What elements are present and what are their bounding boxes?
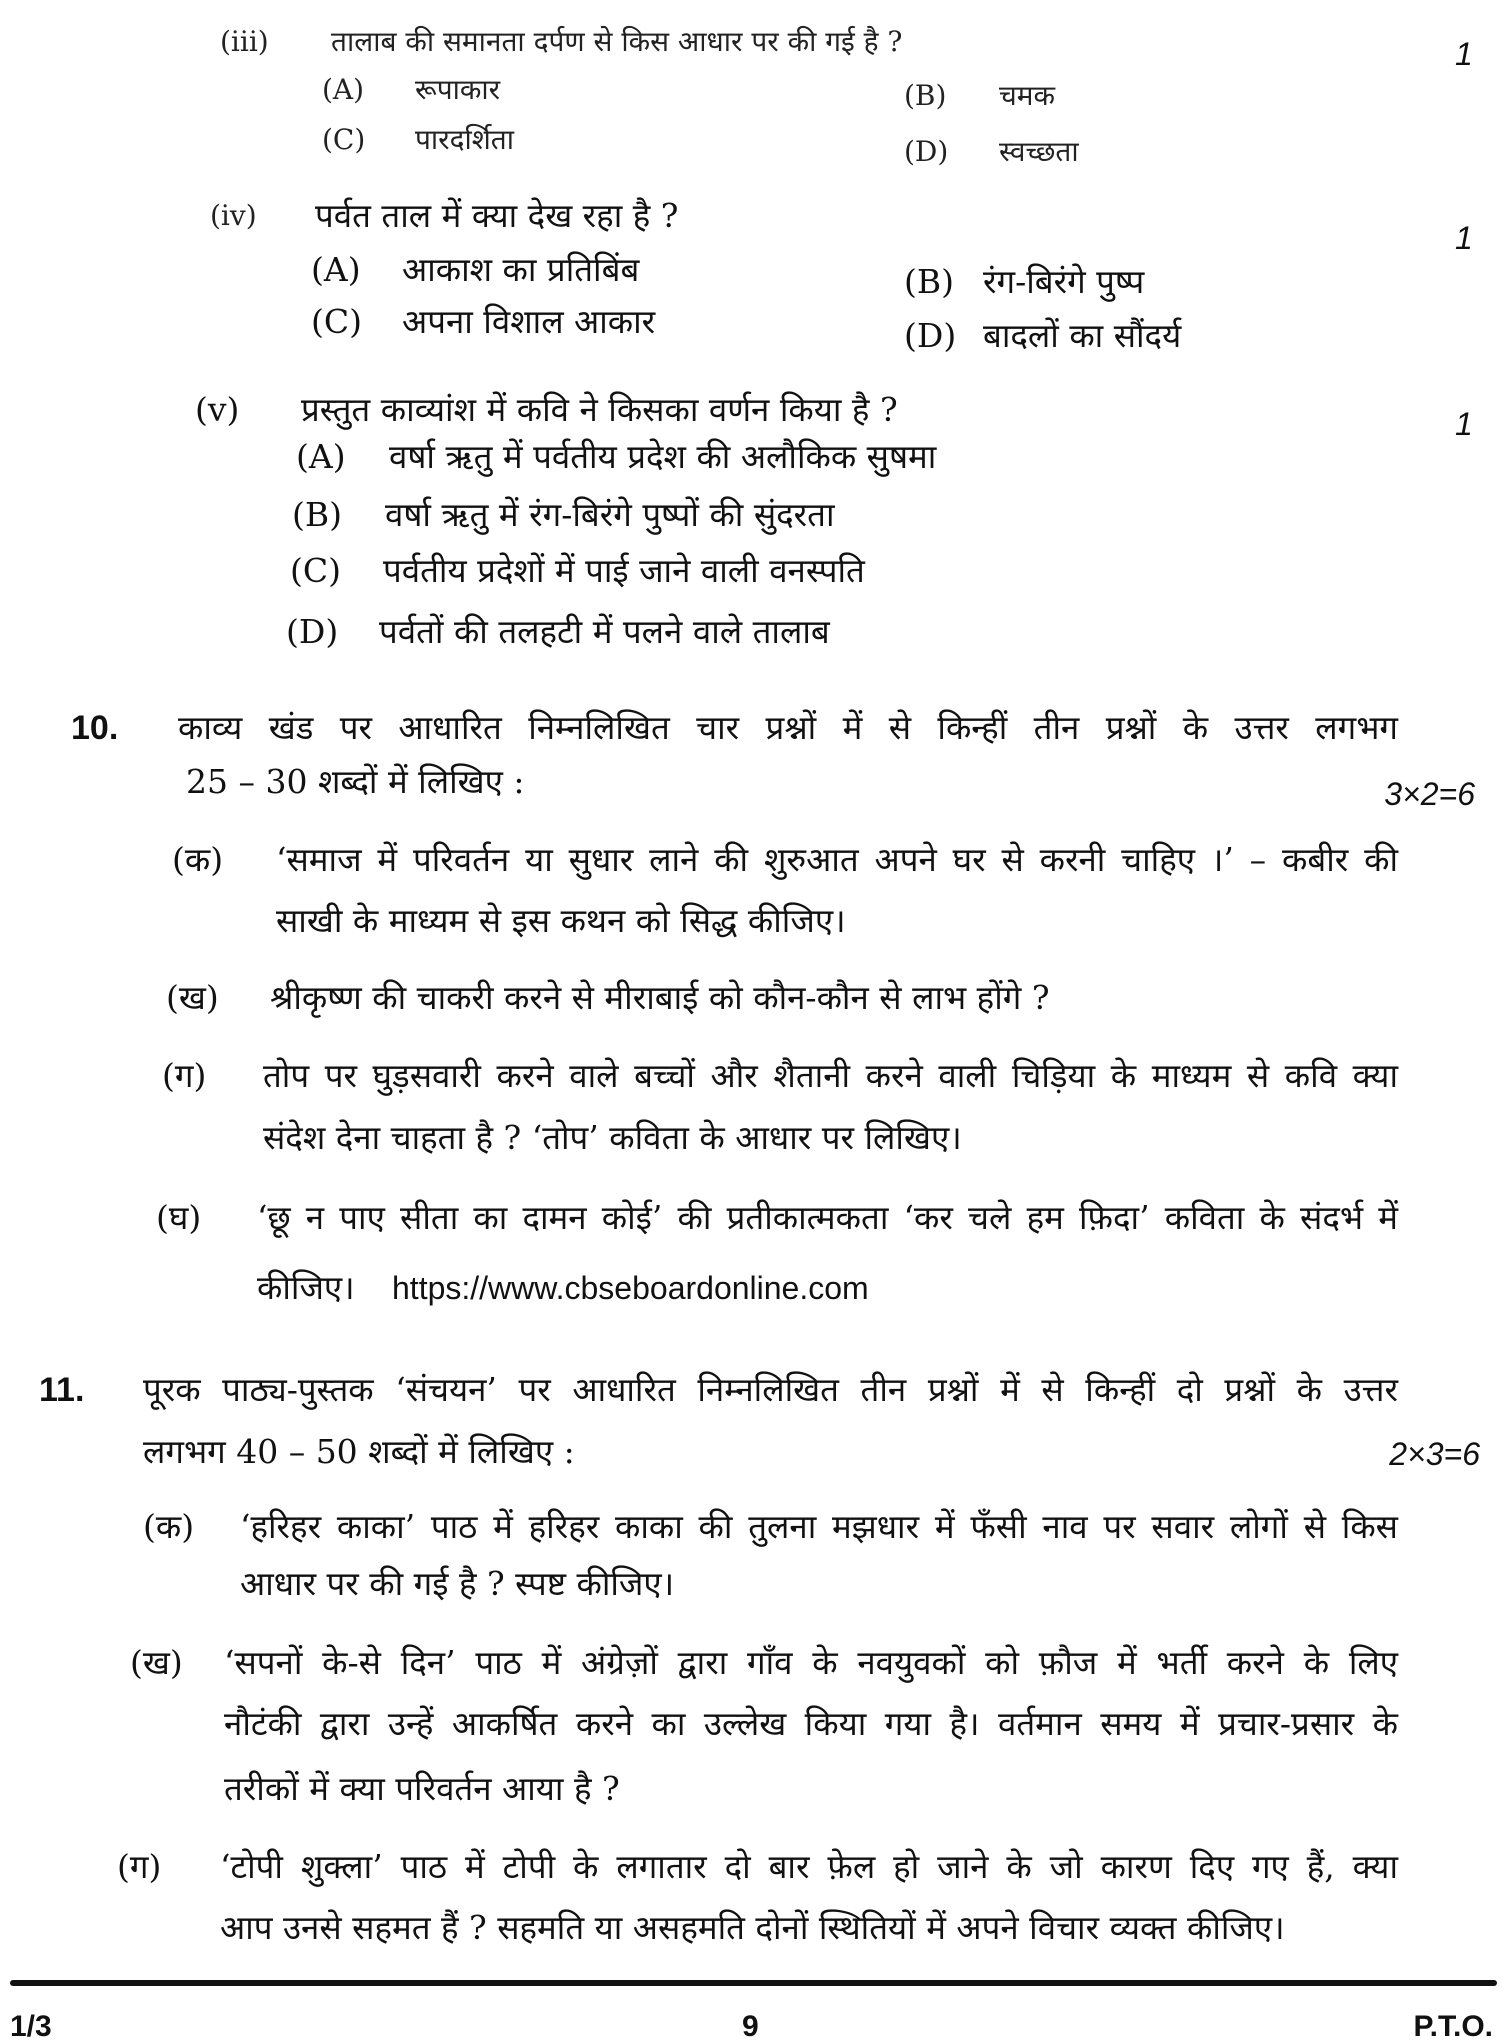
part-text: ‘हरिहर काका’ पाठ में हरिहर काका की तुलना मझधार में फँसी नाव पर सवार लोगों से किस (240, 1507, 1398, 1546)
footer-set-code: 1/3 (10, 2010, 52, 2043)
option-label: (C) (322, 123, 366, 156)
marks: 1 (1455, 406, 1473, 442)
question-text: काव्य खंड पर आधारित निम्नलिखित चार प्रश्नों में से किन्हीं तीन प्रश्नों के उत्तर लगभग (178, 708, 1398, 747)
part-label: (क) (172, 840, 224, 879)
marks: 1 (1455, 36, 1473, 72)
option-text: रूपाकार (415, 73, 501, 106)
option-label: (B) (904, 79, 947, 112)
option-label: (C) (290, 551, 341, 590)
part-text: आप उनसे सहमत हैं ? सहमति या असहमति दोनों स्थितियों में अपने विचार व्यक्त कीजिए। (220, 1908, 1285, 1947)
part-text: श्रीकृष्ण की चाकरी करने से मीराबाई को कौन-कौन से लाभ होंगे ? (270, 978, 1050, 1017)
part-label: (ख) (130, 1643, 183, 1682)
option-label: (D) (286, 612, 339, 651)
part-label: (घ) (156, 1198, 202, 1237)
option-text: वर्षा ऋतु में पर्वतीय प्रदेश की अलौकिक सुषमा (389, 437, 937, 476)
part-text: साखी के माध्यम से इस कथन को सिद्ध कीजिए। (276, 901, 846, 940)
part-label: (ख) (166, 978, 219, 1017)
question-number: 11. (39, 1371, 85, 1409)
sub-question-text: पर्वत ताल में क्या देख रहा है ? (315, 196, 679, 235)
option-label: (C) (311, 302, 362, 341)
part-text: ‘समाज में परिवर्तन या सुधार लाने की शुरुआत अपने घर से करनी चाहिए ।’ – कबीर की (276, 840, 1398, 879)
option-text: पर्वतों की तलहटी में पलने वाले तालाब (379, 612, 830, 651)
option-label: (B) (292, 495, 342, 534)
footer-pto: P.T.O. (1413, 2010, 1493, 2043)
option-text: स्वच्छता (999, 135, 1079, 168)
option-text: अपना विशाल आकार (402, 302, 656, 341)
footer-page-number: 9 (742, 2010, 759, 2043)
question-text: पूरक पाठ्य-पुस्तक ‘संचयन’ पर आधारित निम्नलिखित तीन प्रश्नों में से किन्हीं दो प्रश्नों के उत्तर (143, 1370, 1398, 1409)
part-text: आधार पर की गई है ? स्पष्ट कीजिए। (240, 1564, 675, 1603)
part-text: तरीकों में क्या परिवर्तन आया है ? (224, 1769, 620, 1808)
sub-question-number: (iii) (220, 25, 269, 58)
part-text: ‘छू न पाए सीता का दामन कोई’ की प्रतीकात्मकता ‘कर चले हम फ़िदा’ कविता के संदर्भ में (257, 1198, 1398, 1237)
part-text: संदेश देना चाहता है ? ‘तोप’ कविता के आधार पर लिखिए। (263, 1118, 962, 1157)
sub-question-text: प्रस्तुत काव्यांश में कवि ने किसका वर्णन किया है ? (301, 390, 898, 429)
option-text: रंग-बिरंगे पुष्प (983, 262, 1145, 301)
option-text: आकाश का प्रतिबिंब (402, 250, 640, 289)
option-text: चमक (999, 79, 1056, 112)
part-text: ‘सपनों के-से दिन’ पाठ में अंग्रेज़ों द्वारा गाँव के नवयुवकों को फ़ौज में भर्ती करने के लिए (224, 1643, 1398, 1682)
marks: 1 (1455, 220, 1473, 256)
option-label: (A) (311, 250, 361, 289)
part-text: नौटंकी द्वारा उन्हें आकर्षित करने का उल्लेख किया गया है। वर्तमान समय में प्रचार-प्रसार के (224, 1704, 1398, 1743)
sub-question-text: तालाब की समानता दर्पण से किस आधार पर की गई है ? (331, 25, 903, 58)
part-text: कीजिए। (257, 1268, 355, 1307)
part-label: (ग) (117, 1847, 162, 1886)
question-text: 25 – 30 शब्दों में लिखिए : (186, 762, 525, 801)
option-text: पारदर्शिता (415, 123, 514, 156)
footer-rule (10, 1980, 1497, 1986)
website-url[interactable]: https://www.cbseboardonline.com (392, 1270, 869, 1306)
option-text: वर्षा ऋतु में रंग-बिरंगे पुष्पों की सुंदरता (385, 495, 835, 534)
marks: 2×3=6 (1389, 1436, 1480, 1472)
part-label: (क) (143, 1507, 195, 1546)
question-number: 10. (71, 709, 119, 747)
part-label: (ग) (162, 1056, 207, 1095)
sub-question-number: (iv) (210, 199, 257, 232)
sub-question-number: (v) (195, 390, 240, 429)
option-label: (A) (322, 73, 365, 106)
option-label: (D) (904, 135, 949, 168)
marks: 3×2=6 (1384, 776, 1475, 812)
option-label: (A) (296, 437, 346, 476)
option-text: बादलों का सौंदर्य (983, 316, 1182, 355)
option-label: (B) (904, 262, 954, 301)
part-text: तोप पर घुड़सवारी करने वाले बच्चों और शैतानी करने वाली चिड़िया के माध्यम से कवि क्या (263, 1056, 1398, 1095)
question-text: लगभग 40 – 50 शब्दों में लिखिए : (143, 1432, 575, 1471)
option-text: पर्वतीय प्रदेशों में पाई जाने वाली वनस्पति (383, 551, 865, 590)
part-text: ‘टोपी शुक्ला’ पाठ में टोपी के लगातार दो बार फ़ेल हो जाने के जो कारण दिए गए हैं, क्या (220, 1847, 1398, 1886)
option-label: (D) (904, 316, 957, 355)
